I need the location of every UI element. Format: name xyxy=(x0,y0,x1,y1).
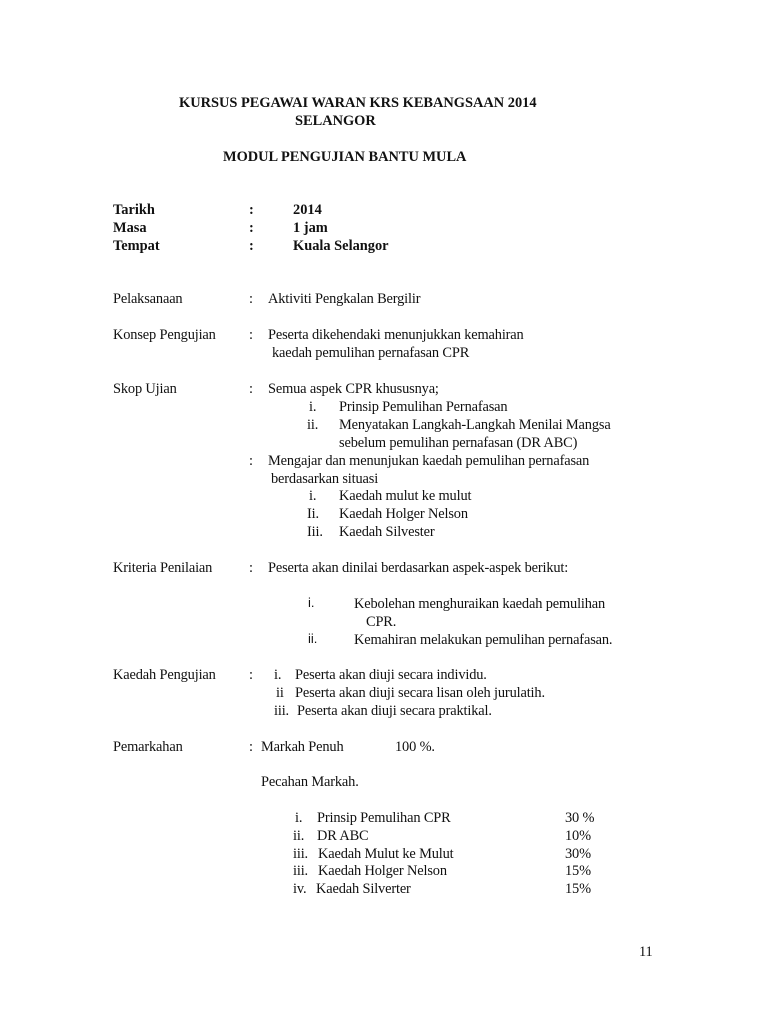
document-subtitle: SELANGOR xyxy=(295,113,376,129)
list-item-number: ii. xyxy=(293,828,305,844)
list-item-text: Kemahiran melakukan pemulihan pernafasan. xyxy=(354,632,613,648)
marks-percentage: 15% xyxy=(565,863,591,879)
list-item-text: Kaedah mulut ke mulut xyxy=(339,488,472,504)
list-item-number: iii. xyxy=(293,846,308,862)
pemarkahan-label: Pemarkahan xyxy=(113,739,183,755)
kriteria-intro: Peserta akan dinilai berdasarkan aspek-aspek berikut: xyxy=(268,560,569,576)
list-item-text: Kebolehan menghuraikan kaedah pemulihan xyxy=(354,596,606,612)
list-item-text: DR ABC xyxy=(317,828,369,844)
kaedah-sep: : xyxy=(249,667,253,683)
skop-sep: : xyxy=(249,453,253,469)
skop-intro2-cont: berdasarkan situasi xyxy=(271,471,379,487)
pelaksanaan-sep: : xyxy=(249,291,253,307)
info-value-tarikh: 2014 xyxy=(293,202,322,218)
module-title: MODUL PENGUJIAN BANTU MULA xyxy=(223,149,467,165)
konsep-label: Konsep Pengujian xyxy=(113,327,216,343)
info-sep: : xyxy=(249,202,254,218)
skop-intro2: Mengajar dan menunjukan kaedah pemulihan pernafasan xyxy=(268,453,590,469)
list-item-text: Peserta akan diuji secara praktikal. xyxy=(297,703,492,719)
list-item-text: Kaedah Silverter xyxy=(316,881,411,897)
kaedah-label: Kaedah Pengujian xyxy=(113,667,216,683)
list-item-number: ii. xyxy=(308,631,318,646)
pelaksanaan-label: Pelaksanaan xyxy=(113,291,183,307)
konsep-line1: Peserta dikehendaki menunjukkan kemahiran xyxy=(268,327,524,343)
list-item-text: Prinsip Pemulihan CPR xyxy=(317,810,451,826)
list-item-number: iv. xyxy=(293,881,307,897)
list-item-number: i. xyxy=(274,667,282,683)
list-item-text: Peserta akan diuji secara lisan oleh jurulatih. xyxy=(295,685,545,701)
marks-percentage: 30 % xyxy=(565,810,595,826)
list-item-text-cont: CPR. xyxy=(366,614,397,630)
list-item-number: ii. xyxy=(307,417,319,433)
skop-intro: Semua aspek CPR khususnya; xyxy=(268,381,439,397)
info-label-masa: Masa xyxy=(113,220,147,236)
list-item-number: iii. xyxy=(274,703,289,719)
list-item-number: i. xyxy=(295,810,303,826)
list-item-number: Iii. xyxy=(307,524,323,540)
list-item-text: Prinsip Pemulihan Pernafasan xyxy=(339,399,508,415)
skop-sep: : xyxy=(249,381,253,397)
kriteria-sep: : xyxy=(249,560,253,576)
list-item-number: i. xyxy=(309,488,317,504)
info-label-tarikh: Tarikh xyxy=(113,202,155,218)
page-number: 11 xyxy=(639,944,653,960)
list-item-text-cont: sebelum pemulihan pernafasan (DR ABC) xyxy=(339,435,578,451)
marks-percentage: 10% xyxy=(565,828,591,844)
list-item-number: ii xyxy=(276,685,284,701)
list-item-number: i. xyxy=(309,399,317,415)
konsep-line2: kaedah pemulihan pernafasan CPR xyxy=(272,345,470,361)
full-marks-label: Markah Penuh xyxy=(261,739,344,755)
list-item-text: Kaedah Silvester xyxy=(339,524,435,540)
list-item-text: Kaedah Holger Nelson xyxy=(339,506,468,522)
list-item-number: i. xyxy=(308,595,315,610)
full-marks-value: 100 %. xyxy=(395,739,435,755)
info-value-tempat: Kuala Selangor xyxy=(293,238,389,254)
marks-percentage: 15% xyxy=(565,881,591,897)
list-item-text: Peserta akan diuji secara individu. xyxy=(295,667,487,683)
info-label-tempat: Tempat xyxy=(113,238,160,254)
marks-percentage: 30% xyxy=(565,846,591,862)
breakdown-title: Pecahan Markah. xyxy=(261,774,359,790)
info-sep: : xyxy=(249,220,254,236)
list-item-number: iii. xyxy=(293,863,308,879)
konsep-sep: : xyxy=(249,327,253,343)
info-sep: : xyxy=(249,238,254,254)
document-title: KURSUS PEGAWAI WARAN KRS KEBANGSAAN 2014 xyxy=(179,95,537,111)
list-item-number: Ii. xyxy=(307,506,319,522)
skop-label: Skop Ujian xyxy=(113,381,177,397)
kriteria-label: Kriteria Penilaian xyxy=(113,560,213,576)
list-item-text: Menyatakan Langkah-Langkah Menilai Mangsa xyxy=(339,417,611,433)
info-value-masa: 1 jam xyxy=(293,220,328,236)
list-item-text: Kaedah Mulut ke Mulut xyxy=(318,846,454,862)
list-item-text: Kaedah Holger Nelson xyxy=(318,863,447,879)
pemarkahan-sep: : xyxy=(249,739,253,755)
pelaksanaan-value: Aktiviti Pengkalan Bergilir xyxy=(268,291,421,307)
